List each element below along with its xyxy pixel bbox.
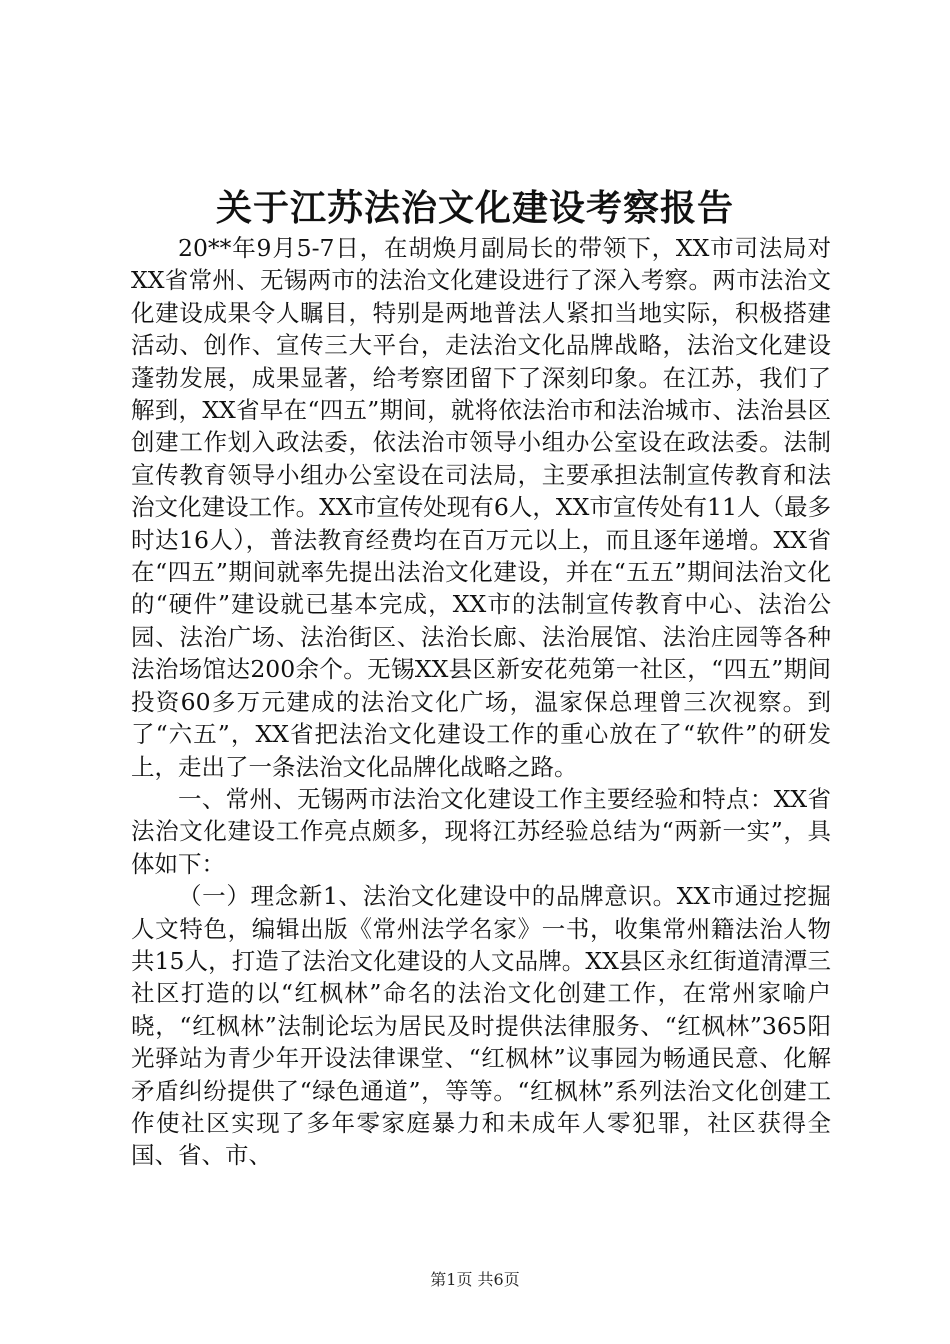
page-number-footer: 第1页 共6页 xyxy=(430,1270,520,1289)
document-body xyxy=(131,232,831,1172)
paragraph-intro: 20**年9月5-7日，在胡焕月副局长的带领下，XX市司法局对XX省常州、无锡两市的法治文化建设进行了深入考察。两市法治文化建设成果令人瞩目，特别是两地普法人紧扣当地实际，积极搭建活动、创作、宣传三大平台，走法治文化品牌战略，法治文化建设蓬勃发展，成果显著，给考察团留下了深刻印象。在江苏，我们了解到，XX省早在“四五”期间，就将依法治市和法治城市、法治县区创建工作划入政法委，依法治市领导小组办公室设在政法委。法制宣传教育领导小组办公室设在司法局，主要承担法制宣传教育和法治文化建设工作。XX市宣传处现有6人，XX市宣传处有11人（最多时达16人），普法教育经费均在百万元以上，而且逐年递增。XX省在“四五”期间就率先提出法治文化建设，并在“五五”期间法治文化的“硬件”建设就已基本完成，XX市的法制宣传教育中心、法治公园、法治广场、法治街区、法治长廊、法治展馆、法治庄园等各种法治场馆达200余个。无锡XX县区新安花苑第一社区，“四五”期间投资60多万元建成的法治文化广场，温家保总理曾三次视察。到了“六五”，XX省把法治文化建设工作的重心放在了“软件”的研发上，走出了一条法治文化品牌化战略之路。 xyxy=(131,234,831,781)
paragraph-section-one: 一、常州、无锡两市法治文化建设工作主要经验和特点：XX省法治文化建设工作亮点颇多，现将江苏经验总结为“两新一实”，具体如下： xyxy=(131,784,831,878)
document-title: 关于江苏法治文化建设考察报告 xyxy=(215,187,734,229)
paragraph-subsection-one: （一）理念新1、法治文化建设中的品牌意识。XX市通过挖掘人文特色，编辑出版《常州法学名家》一书，收集常州籍法治人物共15人，打造了法治文化建设的人文品牌。XX县区永红街道清潭三社区打造的以“红枫林”命名的法治文化创建工作，在常州家喻户晓，“红枫林”法制论坛为居民及时提供法律服务、“红枫林”365阳光驿站为青少年开设法律课堂、“红枫林”议事园为畅通民意、化解矛盾纠纷提供了“绿色通道”，等等。“红枫林”系列法治文化创建工作使社区实现了多年零家庭暴力和未成年人零犯罪，社区获得全国、省、市、 xyxy=(131,882,831,1170)
